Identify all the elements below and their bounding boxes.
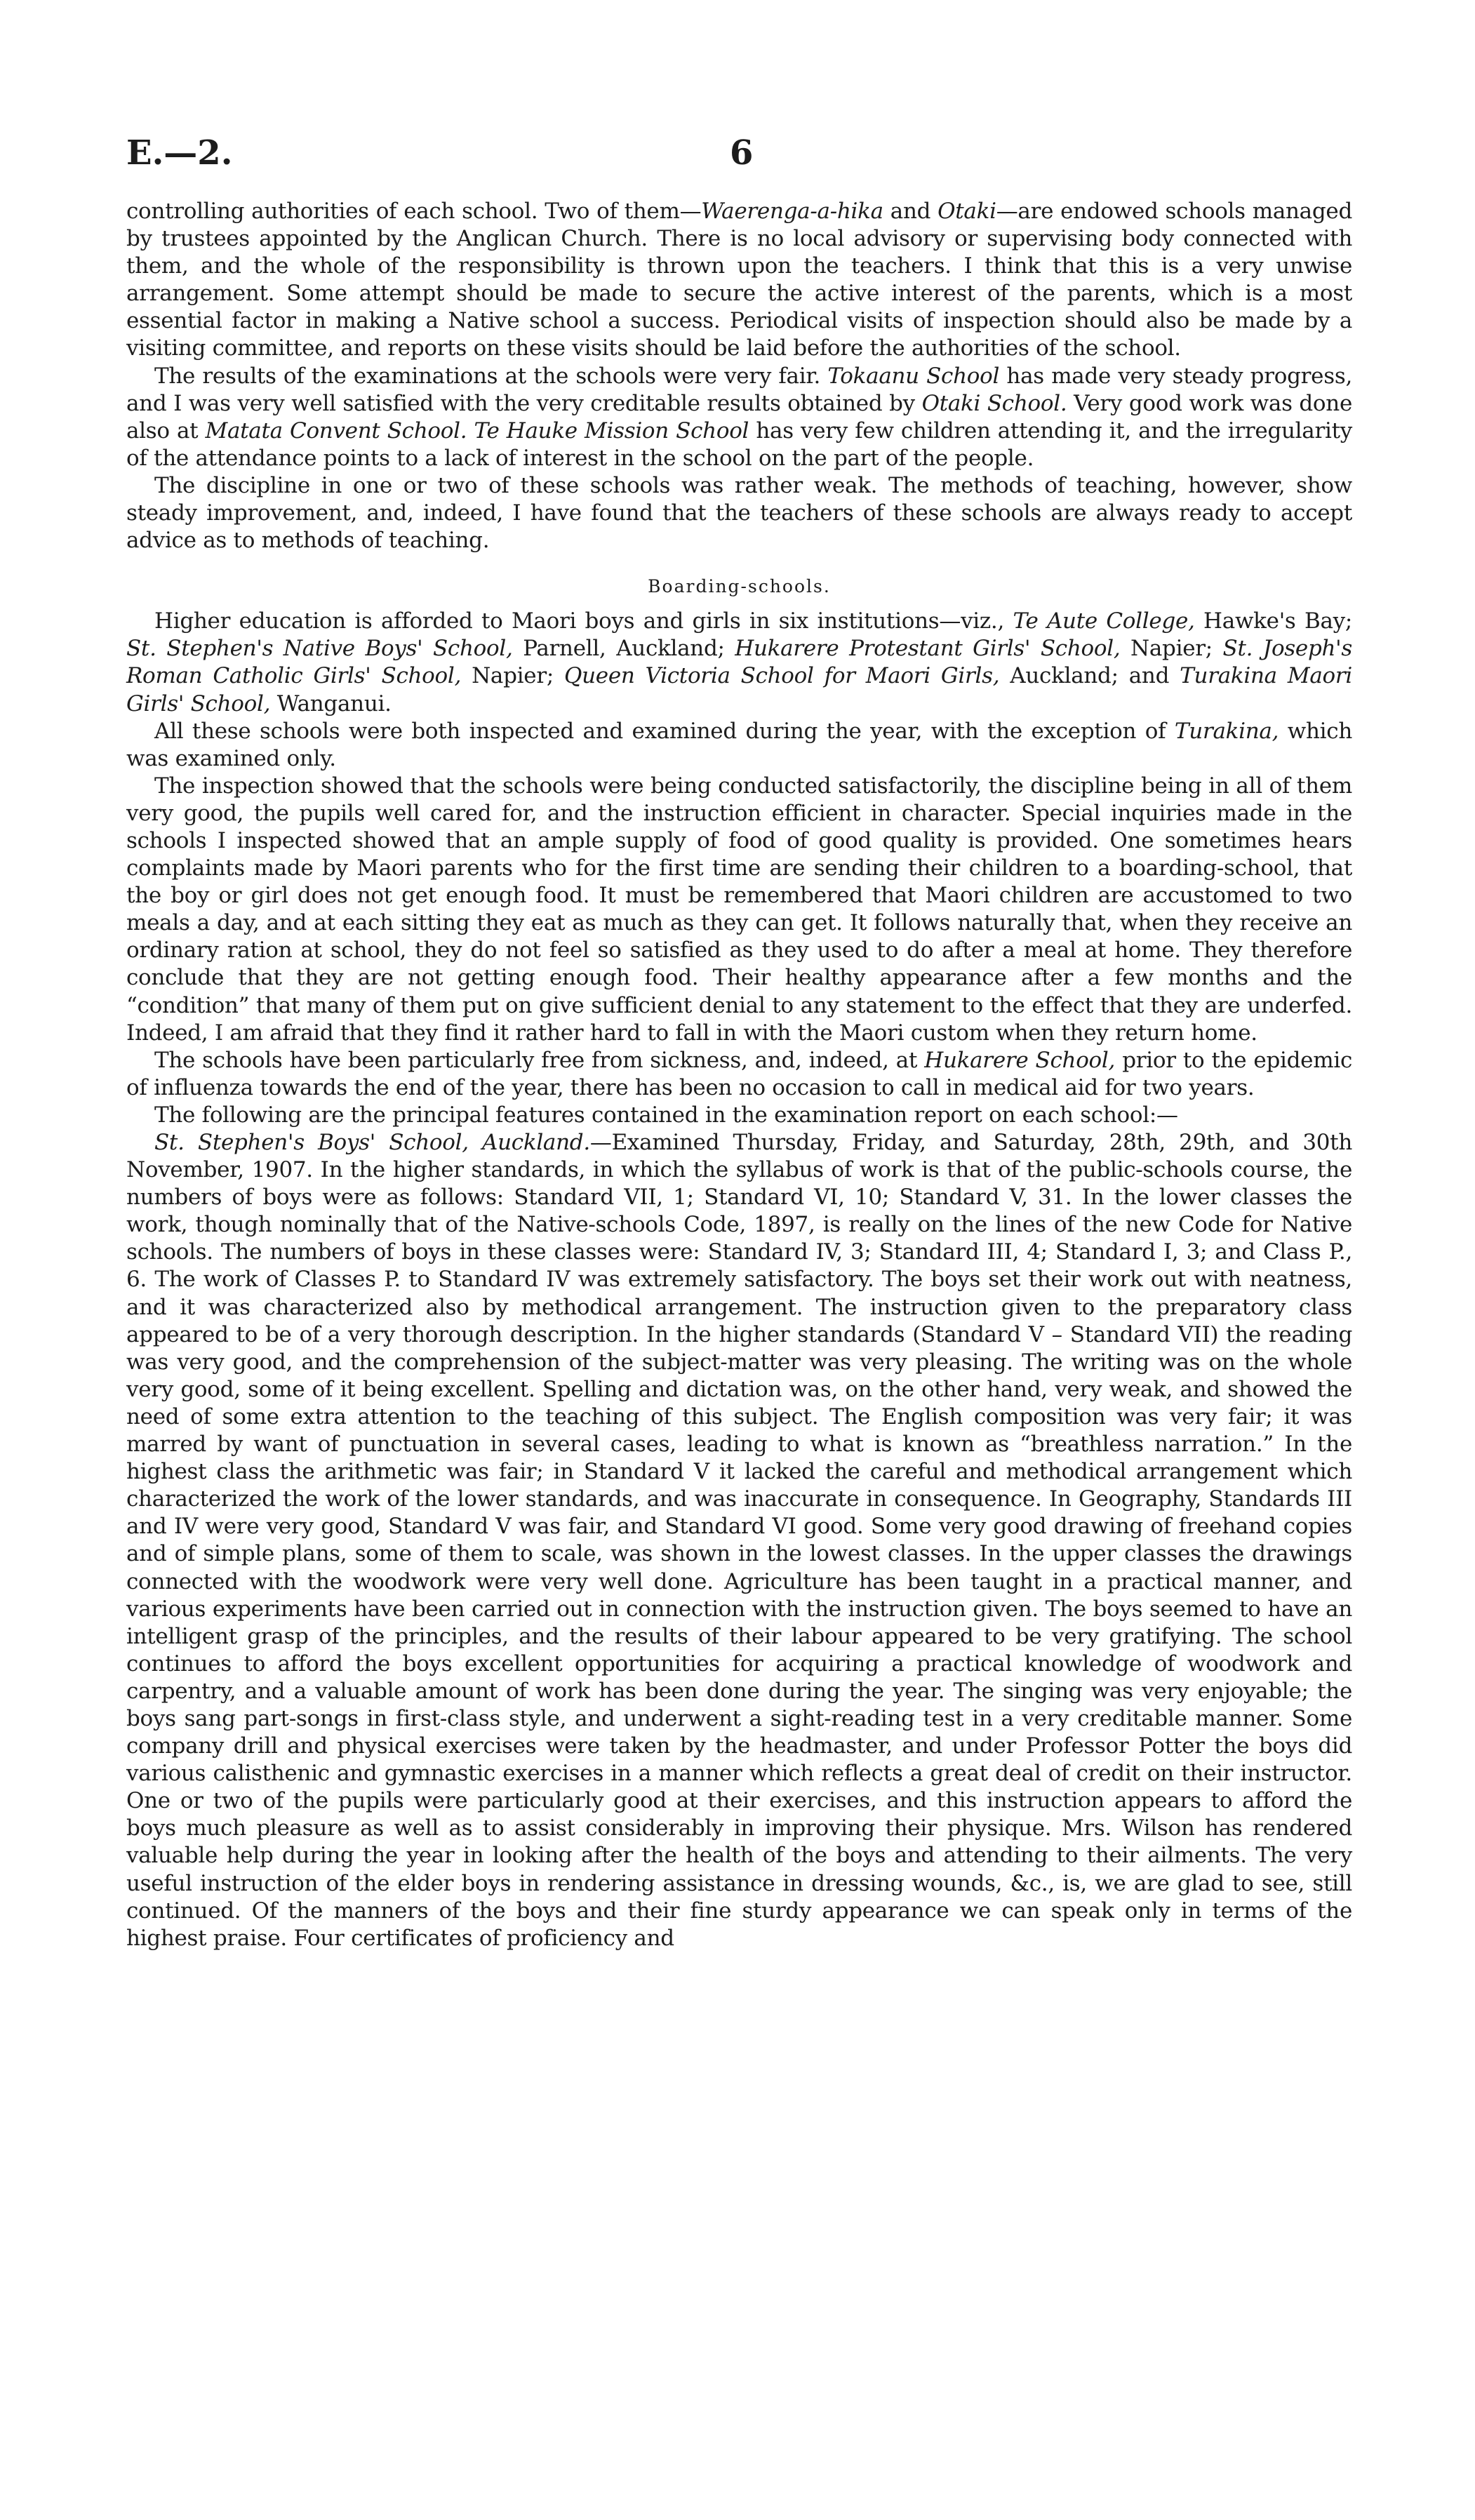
italic-text: Waerenga-a-hika xyxy=(701,199,883,224)
section-heading: Boarding-schools. xyxy=(648,576,831,597)
italic-text: Turakina Maori Girls' School, xyxy=(126,663,1353,716)
paragraph xyxy=(126,1047,1352,1102)
page-header xyxy=(126,133,1352,182)
italic-text: Otaki School. xyxy=(921,390,1067,416)
text-run: The discipline in one or two of these schools was rather weak. The methods of teaching, however, show steady improvement, and, indeed, I have found that the teachers of these schools are always ready to accept advice as to methods of teaching. xyxy=(126,472,1352,554)
text-run: prior to the epidemic of influenza towards the end of the year, there has been no occasion to call in medical aid for two years. xyxy=(126,1047,1353,1100)
text-run: Higher education is afforded to Maori boys and girls in six institutions—viz., xyxy=(154,608,1013,634)
paragraphs-bottom xyxy=(126,608,1352,1952)
paragraph xyxy=(126,718,1352,773)
paragraph xyxy=(126,198,1352,363)
text-run: has very few children attending it, and the irregularity of the attendance points to a lack of interest in the school on the part of the people. xyxy=(126,418,1352,471)
italic-text: Hukarere School, xyxy=(924,1047,1116,1073)
text-run: Parnell, Auckland; xyxy=(512,636,735,662)
text-run xyxy=(467,418,474,444)
text-run: All these schools were both inspected and examined during the year, with the exception of xyxy=(154,718,1175,744)
text-run: has made very steady progress, and I was very well satisfied with the very creditable results obtained by xyxy=(126,363,1352,416)
italic-text: Turakina, xyxy=(1174,718,1279,744)
paragraph xyxy=(126,608,1352,717)
text-run: Napier; xyxy=(1120,636,1223,662)
text-run: Very good work was done also at xyxy=(126,390,1353,444)
italic-text: Otaki xyxy=(937,199,996,224)
paragraph xyxy=(126,472,1352,554)
italic-text: St. Stephen's Boys' School, Auckland. xyxy=(154,1130,590,1155)
text-run: The following are the principal features contained in the examination report on each school:— xyxy=(154,1102,1178,1128)
paragraph xyxy=(126,363,1352,472)
italic-text: Te Hauke Mission School xyxy=(474,418,749,444)
document-reference: E.—2. xyxy=(126,133,233,173)
italic-text: Matata Convent School. xyxy=(205,418,467,444)
italic-text: Hukarere Protestant Girls' School, xyxy=(735,636,1121,662)
italic-text: Queen Victoria School for Maori Girls, xyxy=(564,663,1000,689)
text-run: Napier; xyxy=(461,663,565,689)
italic-text: St. Stephen's Native Boys' School, xyxy=(126,636,513,662)
text-run: The schools have been particularly free from sickness, and, indeed, at xyxy=(154,1047,925,1073)
text-run: controlling authorities of each school. Two of them— xyxy=(126,199,702,224)
text-run: The inspection showed that the schools were being conducted satisfactorily, the discipline being in all of them very good, the pupils well cared for, and the instruction efficient in character. Special inquiries made in the schools I inspected showed that an ample supply of food of good quality is provided. One sometimes hears complaints made by Maori parents who for the first time are sending their children to a boarding-school, that the boy or girl does not get enough food. It must be remembered that Maori children are accustomed to two meals a day, and at each sitting they eat as much as they can get. It follows naturally that, when they receive an ordinary ration at school, they do not feel so satisfied as they used to do after a meal at home. They therefore conclude that they are not getting enough food. Their healthy appearance after a few months and the “condition” that many of them put on give sufficient denial to any statement to the effect that they are underfed. Indeed, I am afraid that they find it rather hard to fall in with the Maori custom when they return home. xyxy=(126,773,1352,1046)
italic-text: St. Joseph's Roman Catholic Girls' School, xyxy=(126,636,1352,689)
text-run: The results of the examinations at the schools were very fair. xyxy=(154,363,828,389)
text-run: —are endowed schools managed by trustees appointed by the Anglican Church. There is no local advisory or supervising body connected with them, and the whole of the responsibility is thrown upon the teachers. I think that this is a very unwise arrangement. Some attempt should be made to secure the active interest of the parents, which is a most essential factor in making a Native school a success. Periodical visits of inspection should also be made by a visiting committee, and reports on these visits should be laid before the authorities of the school. xyxy=(126,199,1352,361)
text-run: Hawke's Bay; xyxy=(1194,608,1353,634)
text-run: and xyxy=(883,199,938,224)
paragraphs-top xyxy=(126,198,1352,554)
text-run: Auckland; and xyxy=(999,663,1180,689)
text-run: Wanganui. xyxy=(270,691,392,716)
text-run: —Examined Thursday, Friday, and Saturday, 28th, 29th, and 30th November, 1907. In the higher standards, in which the syllabus of work is that of the public-schools course, the numbers of boys were as follows: Standard VII, 1; Standard VI, 10; Standard V, 31. In the lower classes the work, though nominally that of the Native-schools Code, 1897, is really on the lines of the new Code for Native schools. The numbers of boys in these classes were: Standard IV, 3; Standard III, 4; Standard I, 3; and Class P., 6. The work of Classes P. to Standard IV was extremely satisfactory. The boys set their work out with neatness, and it was characterized also by methodical arrangement. The instruction given to the preparatory class appeared to be of a very thorough description. In the higher standards (Standard V – Standard VII) the reading was very good, and the comprehension of the subject-matter was very pleasing. The writing was on the whole very good, some of it being excellent. Spelling and dictation was, on the other hand, very weak, and showed the need of some extra attention to the teaching of this subject. The English composition was very fair; it was marred by want of punctuation in several cases, leading to what is known as “breathless narration.” In the highest class the arithmetic was fair; in Standard V it lacked the careful and methodical arrangement which characterized the work of the lower standards, and was inaccurate in consequence. In Geography, Standards III and IV were very good, Standard V was fair, and Standard VI good. Some very good drawing of freehand copies and of simple plans, some of them to scale, was shown in the lowest classes. In the upper classes the drawings connected with the woodwork were very well done. Agriculture has been taught in a practical manner, and various experiments have been carried out in connection with the instruction given. The boys seemed to have an intelligent grasp of the principles, and the results of their labour appeared to be very gratifying. The school continues to afford the boys excellent opportunities for acquiring a practical knowledge of woodwork and carpentry, and a valuable amount of work has been done during the year. The singing was very enjoyable; the boys sang part-songs in first-class style, and underwent a sight-reading test in a very creditable manner. Some company drill and physical exercises were taken by the headmaster, and under Professor Potter the boys did various calisthenic and gymnastic exercises in a manner which reflects a great deal of credit on their instructor. One or two of the pupils were particularly good at their exercises, and this instruction appears to afford the boys much pleasure as well as to assist considerably in improving their physique. Mrs. Wilson has rendered valuable help during the year in looking after the health of the boys and attending to their ailments. The very useful instruction of the elder boys in rendering assistance in dressing wounds, &c., is, we are glad to see, still continued. Of the manners of the boys and their fine sturdy appearance we can speak only in terms of the highest praise. Four certificates of proficiency and xyxy=(126,1130,1352,1951)
text-run: which was examined only. xyxy=(126,718,1353,771)
paragraph xyxy=(126,773,1352,1047)
body-text xyxy=(126,198,1352,1952)
paragraph xyxy=(126,1129,1352,1952)
page-number: 6 xyxy=(730,133,754,173)
italic-text: Te Aute College, xyxy=(1013,608,1195,634)
italic-text: Tokaanu School xyxy=(827,363,1000,389)
paragraph xyxy=(126,1102,1352,1129)
